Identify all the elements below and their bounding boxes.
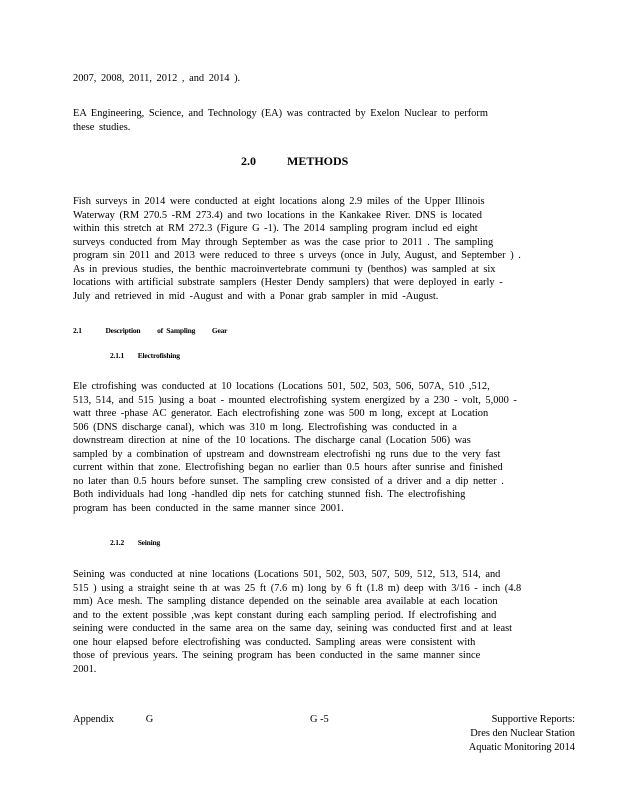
text-line: program has been conducted in the same manner since 2001. — [73, 502, 344, 514]
subsection-number: 2.1 — [73, 326, 82, 335]
text-line: Ele ctrofishing was conducted at 10 locations (Locations 501, 502, 503, 506, 507A, 510 ,512, — [73, 381, 490, 392]
text-line: these studies. — [73, 121, 131, 133]
text-line: As in previous studies, the benthic macroinvertebrate communi ty (benthos) was sampled at six — [73, 263, 496, 275]
text-line: Both individuals had long -handled dip nets for catching stunned fish. The electrofishing — [73, 489, 466, 500]
text-line: seining were conducted in the same area on the same day, seining was conducted first and at least — [73, 623, 512, 634]
text-line: mm) Ace mesh. The sampling distance depended on the seinable area available at each location — [73, 596, 498, 607]
footer-page-number: G -5 — [310, 714, 329, 725]
subsection-number: 2.1.2 — [110, 538, 125, 547]
text-line: program sin 2011 and 2013 were reduced to three s urveys (once in July, August, and September ) . — [73, 250, 521, 261]
section-title: METHODS — [287, 154, 349, 168]
text-line: Fish surveys in 2014 were conducted at eight locations along 2.9 miles of the Upper Illinois — [73, 196, 485, 207]
text-line: 515 ) using a straight seine th at was 25 ft (7.6 m) long by 6 ft (1.8 m) deep with 3/16 - inch (4.8 — [73, 582, 522, 594]
text-line: 506 (DNS discharge canal), which was 310 m long. Electrofishing was conducted in a — [73, 421, 457, 433]
text-line: downstream direction at nine of the 10 locations. The discharge canal (Location 506) was — [73, 435, 471, 446]
text-line: Seining was conducted at nine locations (Locations 501, 502, 503, 507, 509, 512, 513, 514, and — [73, 569, 501, 580]
subsection-number: 2.1.1 — [110, 351, 125, 360]
subsection-title: Description of Sampling Gear — [105, 326, 228, 335]
text-line: no later than 0.5 hours before sunset. The sampling crew consisted of a driver and a dip netter . — [73, 475, 504, 487]
text-line: watt three -phase AC generator. Each electrofishing zone was 500 m long, except at Location — [73, 408, 489, 419]
footer-report-title — [430, 713, 575, 755]
text-line: locations with artificial substrate samplers (Hester Dendy samplers) that were deployed in early - — [73, 277, 503, 288]
text-line: July and retrieved in mid -August and with a Ponar grab sampler in mid -August. — [73, 290, 439, 302]
intro-continuation — [73, 72, 545, 86]
text-line: surveys conducted from May through September as was the case prior to 2011 . The sampling — [73, 236, 494, 248]
subsection-title: Seining — [137, 538, 161, 547]
methods-paragraph — [73, 195, 545, 303]
text-line: Waterway (RM 270.5 -RM 273.4) and two locations in the Kankakee River. DNS is located — [73, 209, 482, 221]
text-line: 513, 514, and 515 )using a boat - mounted electrofishing system energized by a 230 - volt, 5,000 - — [73, 394, 517, 406]
subsection-heading-2-1-1 — [110, 351, 180, 360]
text-line: one hour elapsed before electrofishing was conducted. Sampling areas were consistent with — [73, 636, 476, 648]
text-line: and to the extent possible ,was kept constant during each sampling period. If electrofishing and — [73, 609, 497, 621]
subsection-heading-2-1-2 — [110, 538, 160, 547]
seining-paragraph — [73, 568, 545, 676]
text-line: within this stretch at RM 272.3 (Figure G -1). The 2014 sampling program includ ed eight — [73, 223, 478, 234]
footer-appendix-label: Appendix G — [73, 714, 154, 725]
footer-report-line: Aquatic Monitoring 2014 — [468, 742, 575, 753]
text-line: those of previous years. The seining program has been conducted in the same manner since — [73, 650, 481, 661]
subsection-heading-2-1 — [73, 326, 227, 335]
text-line: EA Engineering, Science, and Technology (EA) was contracted by Exelon Nuclear to perform — [73, 108, 488, 119]
text-line: sampled by a combination of upstream and downstream electrofishi ng runs due to the very fast — [73, 448, 501, 460]
footer-report-line: Supportive Reports: — [491, 714, 575, 725]
text-line: current within that zone. Electrofishing began no earlier than 0.5 hours after sunrise and finished — [73, 462, 503, 473]
text-line: 2001. — [73, 663, 97, 675]
electrofishing-paragraph — [73, 380, 545, 515]
text-line: 2007, 2008, 2011, 2012 , and 2014 ). — [73, 73, 241, 84]
ea-paragraph — [73, 107, 545, 134]
subsection-title: Electrofishing — [137, 351, 180, 360]
section-number: 2.0 — [241, 154, 256, 168]
footer-report-line: Dres den Nuclear Station — [470, 728, 575, 739]
